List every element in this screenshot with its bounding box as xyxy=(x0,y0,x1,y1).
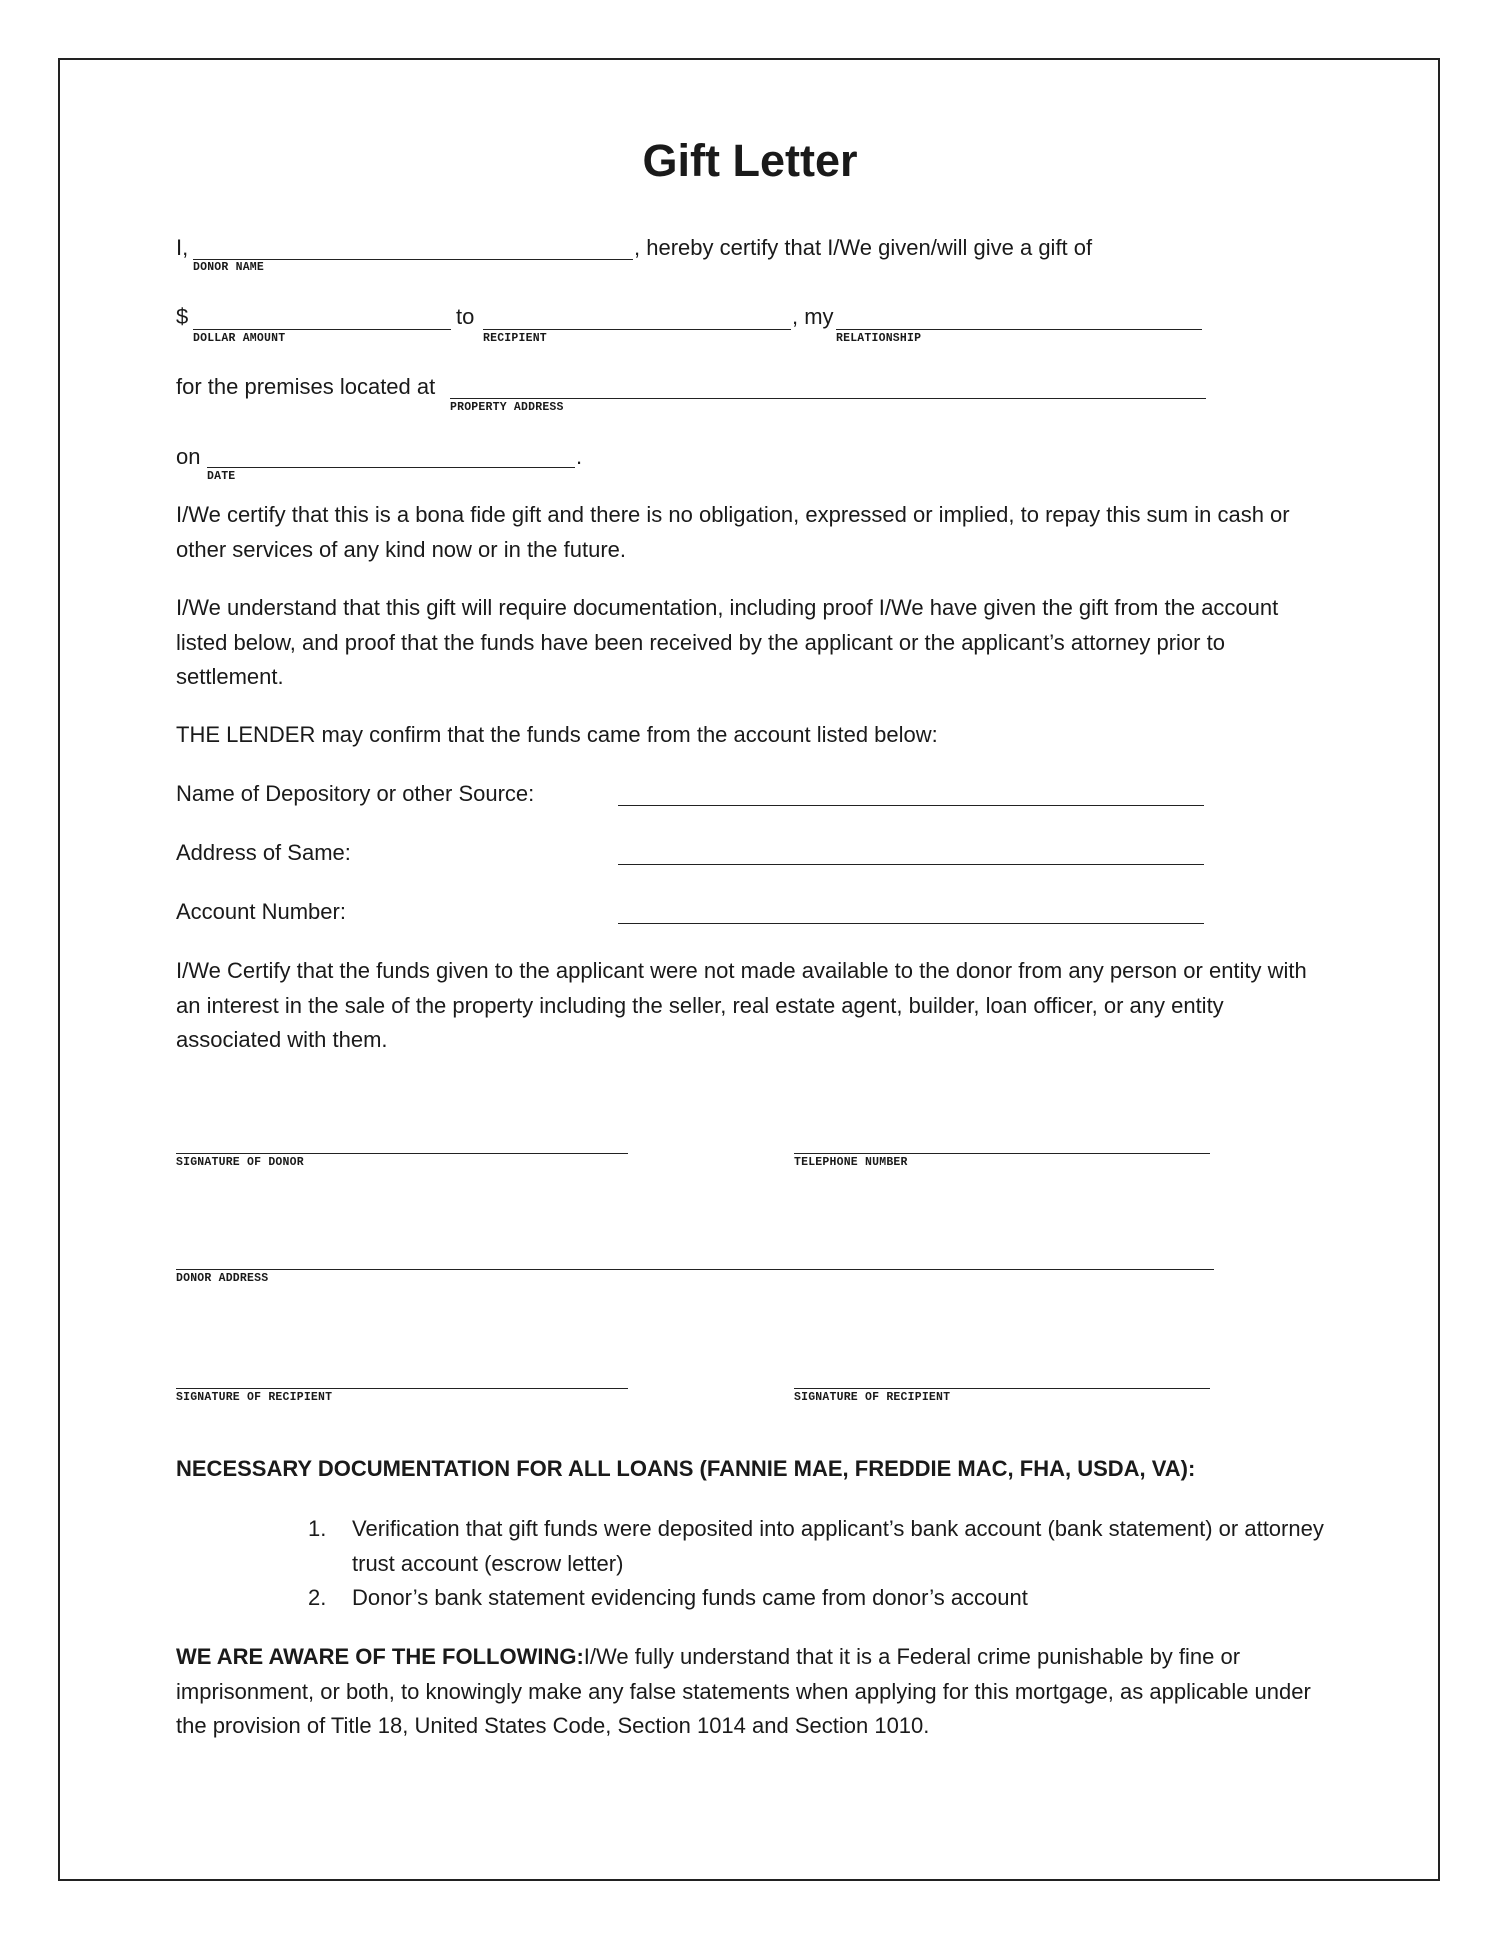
signature-of-recipient-field-2[interactable] xyxy=(794,1388,1210,1389)
signature-of-donor-caption: SIGNATURE OF DONOR xyxy=(176,1156,304,1169)
signature-of-recipient-field-1[interactable] xyxy=(176,1388,628,1389)
certify-paragraph: I/We certify that this is a bona fide gift and there is no obligation, expressed or implied, to repay this sum in cash or other services of any kind now or in the future. xyxy=(176,502,1290,562)
donor-address-caption: DONOR ADDRESS xyxy=(176,1272,269,1285)
to-label: to xyxy=(456,304,475,329)
documentation-paragraph: I/We understand that this gift will require documentation, including proof I/We have given the gift from the account listed below, and proof that the funds have been received by the applicant or the applicant’s attorney prior to settlement. xyxy=(176,595,1279,689)
property-address-caption: PROPERTY ADDRESS xyxy=(450,401,564,414)
dollar-amount-caption: DOLLAR AMOUNT xyxy=(193,332,286,345)
account-number-field[interactable] xyxy=(618,923,1204,924)
account-number-label: Account Number: xyxy=(176,899,346,924)
signature-of-donor-field[interactable] xyxy=(176,1153,628,1154)
depository-field[interactable] xyxy=(618,805,1204,806)
dollar-amount-field[interactable] xyxy=(193,329,451,330)
list-item-text: Donor’s bank statement evidencing funds came from donor’s account xyxy=(352,1585,1028,1610)
address-of-same-field[interactable] xyxy=(618,864,1204,865)
premises-label: for the premises located at xyxy=(176,374,436,399)
donor-name-caption: DONOR NAME xyxy=(193,261,265,274)
signature-of-recipient-caption-2: SIGNATURE OF RECIPIENT xyxy=(794,1391,951,1404)
address-of-same-label: Address of Same: xyxy=(176,840,351,865)
intro-suffix: , hereby certify that I/We given/will give a gift of xyxy=(634,235,1093,260)
donor-address-field[interactable] xyxy=(176,1269,1214,1270)
date-caption: DATE xyxy=(207,470,236,483)
dollar-sign: $ xyxy=(176,304,189,329)
depository-label: Name of Depository or other Source: xyxy=(176,781,535,806)
signature-of-recipient-caption-1: SIGNATURE OF RECIPIENT xyxy=(176,1391,333,1404)
on-label: on xyxy=(176,444,201,469)
my-label: , my xyxy=(792,304,834,329)
telephone-number-caption: TELEPHONE NUMBER xyxy=(794,1156,908,1169)
telephone-number-field[interactable] xyxy=(794,1153,1210,1154)
property-address-field[interactable] xyxy=(450,398,1206,399)
list-item-number: 2. xyxy=(308,1585,327,1610)
intro-prefix: I, xyxy=(176,235,189,260)
date-period: . xyxy=(576,444,583,469)
aware-paragraph xyxy=(176,1640,1326,1744)
page-title: Gift Letter xyxy=(642,135,858,186)
recipient-field[interactable] xyxy=(483,329,791,330)
aware-heading: WE ARE AWARE OF THE FOLLOWING: xyxy=(176,1644,584,1669)
lender-paragraph: THE LENDER may confirm that the funds came from the account listed below: xyxy=(176,722,938,747)
funds-certify-paragraph: I/We Certify that the funds given to the applicant were not made available to the donor from any person or entity with an interest in the sale of the property including the seller, real estate agent, builder, loan officer, or any entity associated with them. xyxy=(176,958,1307,1052)
list-item xyxy=(308,1512,1338,1582)
list-item-number: 1. xyxy=(308,1516,327,1541)
donor-name-field[interactable] xyxy=(193,259,633,260)
list-item-text: Verification that gift funds were deposited into applicant’s bank account (bank statement) or attorney trust account (escrow letter) xyxy=(352,1516,1324,1576)
recipient-caption: RECIPIENT xyxy=(483,332,547,345)
relationship-field[interactable] xyxy=(836,329,1202,330)
relationship-caption: RELATIONSHIP xyxy=(836,332,922,345)
list-item xyxy=(308,1581,1338,1616)
aware-text: I/We fully understand that it is a Federal crime punishable by fine or imprisonment, or both, to knowingly make any false statements when applying for this mortgage, as applicable under the provision of Title 18, United States Code, Section 1014 and Section 1010. xyxy=(176,1644,1311,1738)
documentation-heading: NECESSARY DOCUMENTATION FOR ALL LOANS (FANNIE MAE, FREDDIE MAC, FHA, USDA, VA): xyxy=(176,1456,1196,1481)
date-field[interactable] xyxy=(207,467,575,468)
